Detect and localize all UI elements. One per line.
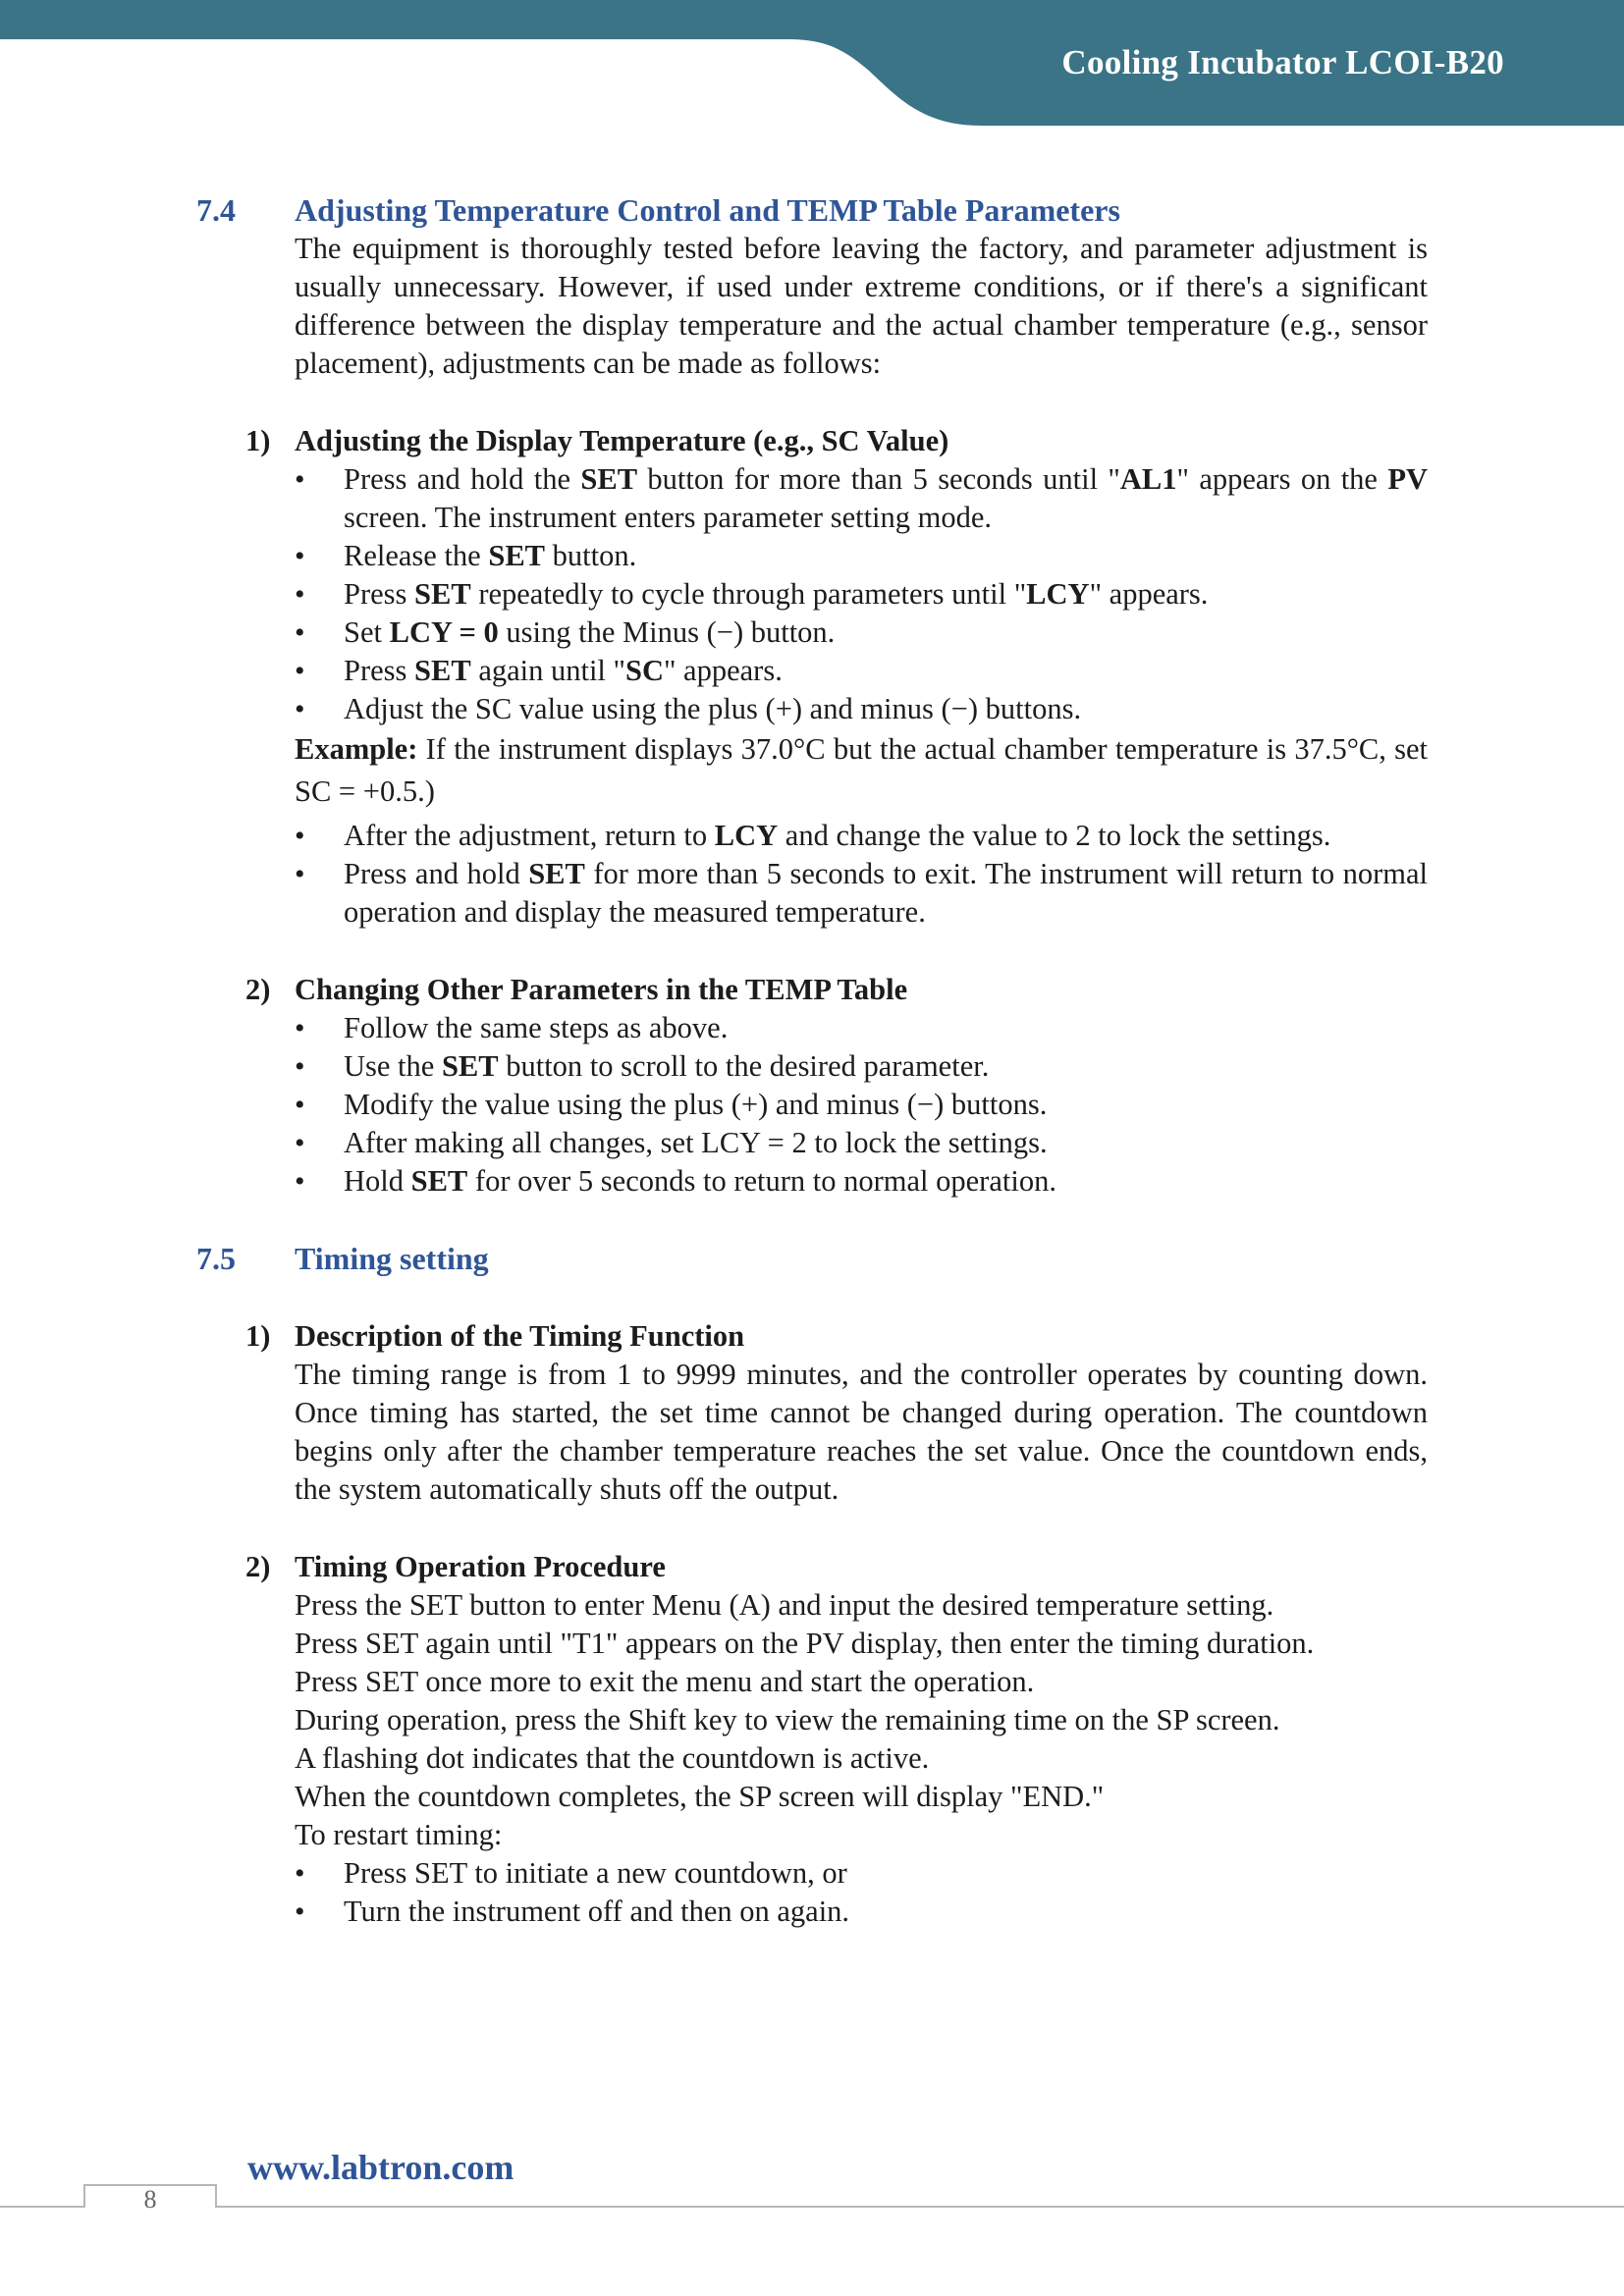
list-item: • Follow the same steps as above. bbox=[344, 1009, 1428, 1047]
procedure-line: To restart timing: bbox=[295, 1818, 503, 1851]
subsection-heading bbox=[196, 971, 1428, 1009]
subsection-title: Changing Other Parameters in the TEMP Table bbox=[295, 973, 908, 1006]
timing-description: The timing range is from 1 to 9999 minutes, and the controller operates by counting down. Once timing has started, the set time cannot be changed during operation. The countdown begins only after the chamber temperature reaches the set value. Once the countdown ends, the system automatically shuts off the output. bbox=[295, 1358, 1428, 1506]
list-item: • Press and hold SET for more than 5 seconds to exit. The instrument will return to normal operation and display the measured temperature. bbox=[344, 855, 1428, 932]
list-item: • Set LCY = 0 using the Minus (−) button. bbox=[344, 614, 1428, 652]
subsection-number: 2) bbox=[245, 973, 271, 1006]
subsection-title: Adjusting the Display Temperature (e.g., SC Value) bbox=[295, 424, 949, 457]
page-number: 8 bbox=[143, 2185, 157, 2214]
list-item: • Press SET again until "SC" appears. bbox=[344, 652, 1428, 690]
procedure-line: Press SET once more to exit the menu and start the operation. bbox=[295, 1665, 1035, 1698]
list-item: • Turn the instrument off and then on again. bbox=[344, 1893, 1428, 1931]
list-item: • After the adjustment, return to LCY and change the value to 2 to lock the settings. bbox=[344, 817, 1428, 855]
list-item: • Press SET repeatedly to cycle through parameters until "LCY" appears. bbox=[344, 575, 1428, 614]
list-item: • Press and hold the SET button for more than 5 seconds until "AL1" appears on the PV screen. The instrument enters parameter setting mode. bbox=[344, 460, 1428, 537]
subsection-heading bbox=[196, 1317, 1428, 1356]
website-link[interactable]: www.labtron.com bbox=[247, 2148, 514, 2187]
footer-rule bbox=[0, 2179, 1624, 2218]
subsection-title: Description of the Timing Function bbox=[295, 1319, 745, 1353]
list-item: • Modify the value using the plus (+) and minus (−) buttons. bbox=[344, 1086, 1428, 1124]
section-heading-7-4 bbox=[196, 191, 1428, 230]
procedure-line: A flashing dot indicates that the countdown is active. bbox=[295, 1741, 930, 1775]
section-number: 7.5 bbox=[196, 1241, 236, 1276]
procedure-line: Press the SET button to enter Menu (A) and input the desired temperature setting. bbox=[295, 1588, 1274, 1622]
list-item: • Release the SET button. bbox=[344, 537, 1428, 575]
subsection-number: 1) bbox=[245, 424, 271, 457]
section-title: Adjusting Temperature Control and TEMP Table Parameters bbox=[295, 192, 1120, 228]
list-item: • Press SET to initiate a new countdown, or bbox=[344, 1854, 1428, 1893]
subsection-heading bbox=[196, 422, 1428, 460]
page-content bbox=[196, 191, 1428, 1931]
section-heading-7-5 bbox=[196, 1240, 1428, 1278]
list-item: • After making all changes, set LCY = 2 to lock the settings. bbox=[344, 1124, 1428, 1162]
procedure-line: During operation, press the Shift key to view the remaining time on the SP screen. bbox=[295, 1703, 1280, 1736]
subsection-number: 2) bbox=[245, 1550, 271, 1583]
step-list bbox=[196, 460, 1428, 728]
document-title: Cooling Incubator LCOI-B20 bbox=[1061, 43, 1504, 81]
step-list bbox=[196, 817, 1428, 932]
list-item: • Use the SET button to scroll to the desired parameter. bbox=[344, 1047, 1428, 1086]
list-item: • Adjust the SC value using the plus (+) and minus (−) buttons. bbox=[344, 690, 1428, 728]
procedure-line: When the countdown completes, the SP screen will display "END." bbox=[295, 1780, 1105, 1813]
procedure-line: Press SET again until "T1" appears on the PV display, then enter the timing duration. bbox=[295, 1627, 1315, 1660]
subsection-heading bbox=[196, 1548, 1428, 1586]
section-intro: The equipment is thoroughly tested before leaving the factory, and parameter adjustment is usually unnecessary. However, if used under extreme conditions, or if there's a significant difference between the display temperature and the actual chamber temperature (e.g., sensor placement), adjustments can be made as follows: bbox=[295, 232, 1428, 380]
example-note: Example: If the instrument displays 37.0°C but the actual chamber temperature is 37.5°C, set SC = +0.5.) bbox=[295, 732, 1428, 808]
subsection-title: Timing Operation Procedure bbox=[295, 1550, 666, 1583]
restart-list bbox=[196, 1854, 1428, 1931]
section-title: Timing setting bbox=[295, 1241, 489, 1276]
step-list bbox=[196, 1009, 1428, 1201]
subsection-number: 1) bbox=[245, 1319, 271, 1353]
section-number: 7.4 bbox=[196, 192, 236, 228]
list-item: • Hold SET for over 5 seconds to return to normal operation. bbox=[344, 1162, 1428, 1201]
